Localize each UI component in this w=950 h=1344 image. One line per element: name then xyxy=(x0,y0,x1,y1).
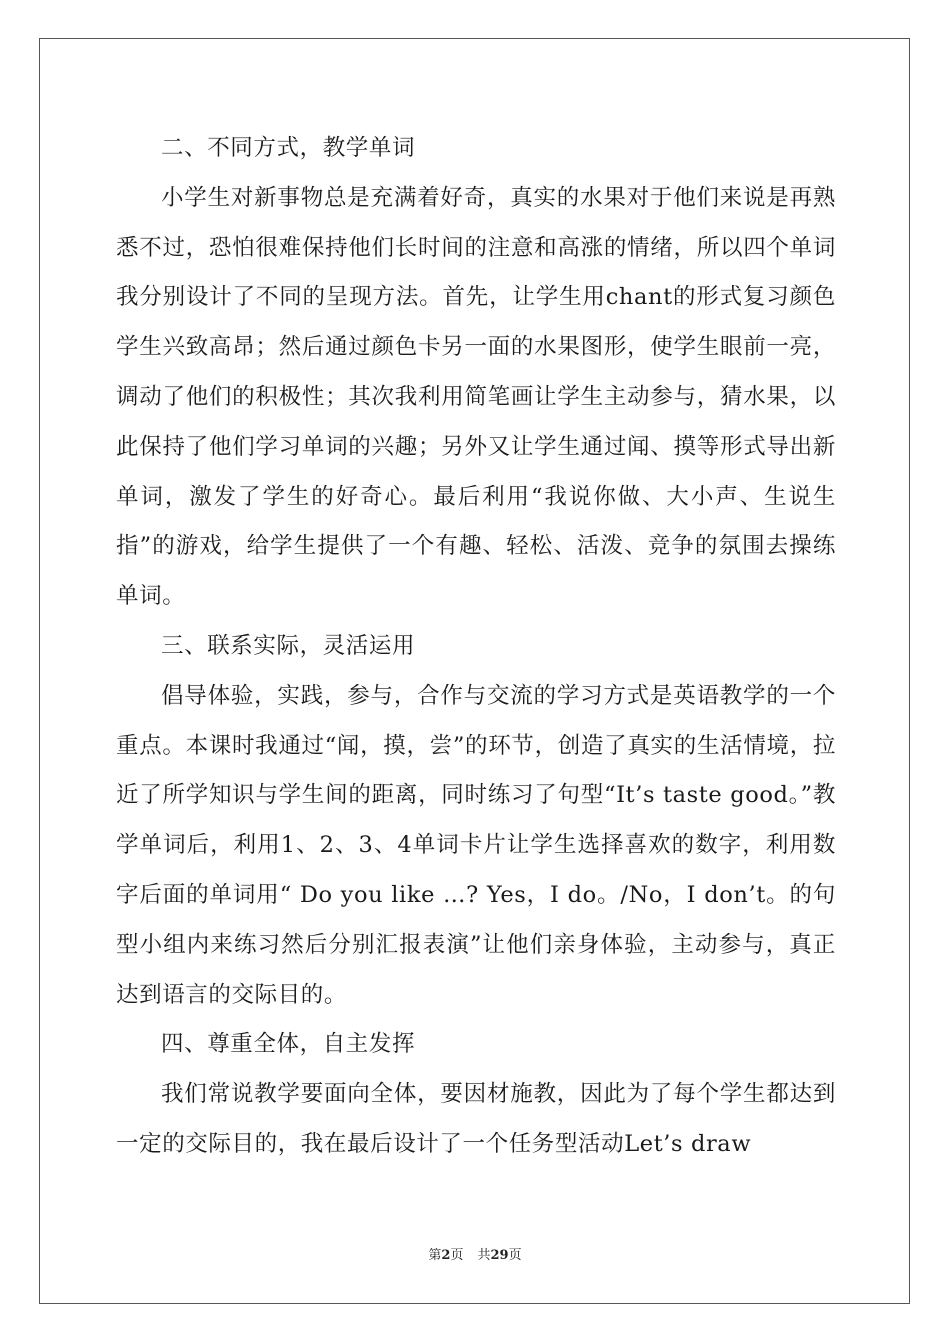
footer-total-prefix: 共 xyxy=(477,1248,491,1263)
section-heading-2: 二、不同方式，教学单词 xyxy=(161,135,416,161)
document-body xyxy=(116,124,836,1170)
footer-total-pages: 29 xyxy=(490,1248,509,1263)
footer-page-unit: 页 xyxy=(450,1248,464,1263)
section-3-paragraph: 倡导体验，实践，参与，合作与交流的学习方式是英语教学的一个重点。本课时我通过“闻，摸，尝”的环节，创造了真实的生活情境，拉近了所学知识与学生间的距离，同时练习了句型“It’s taste good。”教学单词后，利用1、2、3、4单词卡片让学生选择喜欢的数字，利用数字后面的单词用“ Do you like …? Yes，I do。/No，I don’t。的句型小组内来练习然后分别汇报表演”让他们亲身体验，主动参与，真正达到语言的交际目的。 xyxy=(116,682,836,1008)
section-heading-4: 四、尊重全体，自主发挥 xyxy=(161,1031,416,1058)
section-4-paragraph: 我们常说教学要面向全体，要因材施教，因此为了每个学生都达到一定的交际目的，我在最后设计了一个任务型活动Let’s draw xyxy=(116,1081,836,1157)
section-2-paragraph: 小学生对新事物总是充满着好奇，真实的水果对于他们来说是再熟悉不过，恐怕很难保持他们长时间的注意和高涨的情绪，所以四个单词我分别设计了不同的呈现方法。首先，让学生用chant的形式复习颜色学生兴致高昂；然后通过颜色卡另一面的水果图形，使学生眼前一亮，调动了他们的积极性；其次我利用简笔画让学生主动参与，猜水果，以此保持了他们学习单词的兴趣；另外又让学生通过闻、摸等形式导出新单词，激发了学生的好奇心。最后利用“我说你做、大小声、生说生指”的游戏，给学生提供了一个有趣、轻松、活泼、竞争的氛围去操练单词。 xyxy=(116,184,836,610)
page-footer xyxy=(0,1244,950,1263)
section-heading-3: 三、联系实际，灵活运用 xyxy=(161,632,416,659)
footer-current-page: 2 xyxy=(441,1248,451,1263)
footer-prefix: 第 xyxy=(428,1248,442,1263)
footer-total-unit: 页 xyxy=(508,1248,522,1263)
